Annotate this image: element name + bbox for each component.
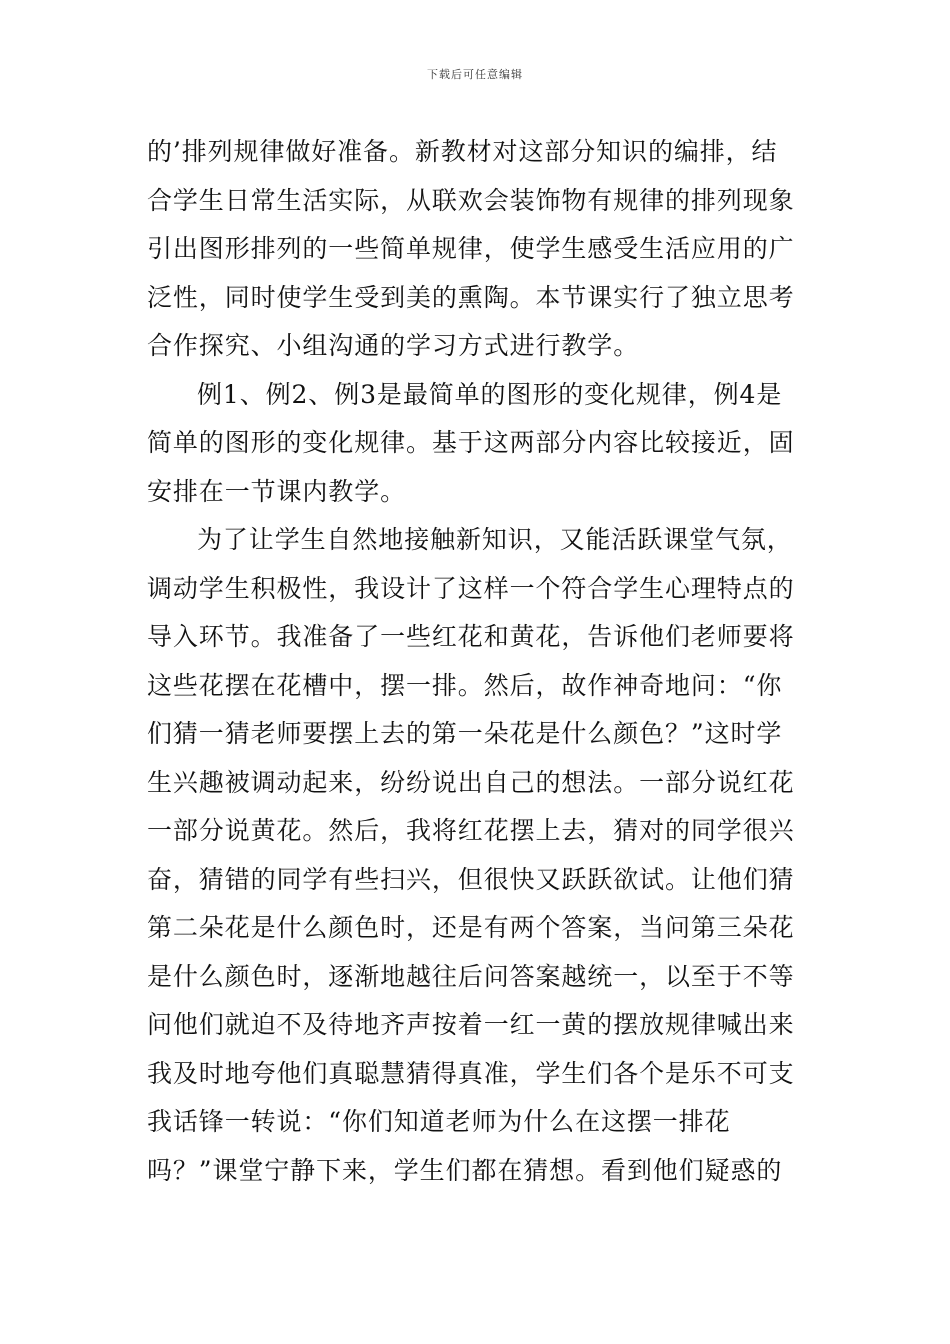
text-line-indented: 为了让学生自然地接触新知识，又能活跃课堂气氛， (197, 525, 793, 554)
text-line: 吗？”课堂宁静下来，学生们都在猜想。看到他们疑惑的 (147, 1155, 783, 1185)
paragraph-3 (147, 516, 807, 1195)
text-line: 调动学生积极性，我设计了这样一个符合学生心理特点的 (147, 573, 795, 603)
text-line: 这些花摆在花槽中，摆一排。然后，故作神奇地问：“你 (147, 670, 783, 700)
document-body (147, 128, 807, 1195)
text-line-indented: 例1、例2、例3是最简单的图形的变化规律，例4是 (197, 379, 783, 409)
text-line: 我及时地夸他们真聪慧猜得真准，学生们各个是乐不可支 (147, 1058, 795, 1088)
text-line: 的’排列规律做好准备。新教材对这部分知识的编排，结 (147, 137, 778, 166)
paragraph-2 (147, 371, 807, 517)
text-line: 导入环节。我准备了一些红花和黄花，告诉他们老师要将 (147, 622, 795, 651)
text-line: 问他们就迫不及待地齐声按着一红一黄的摆放规律喊出来 (147, 1010, 795, 1039)
text-line: 我话锋一转说：“你们知道老师为什么在这摆一排花 (147, 1107, 731, 1136)
paragraph-1 (147, 128, 807, 371)
text-line: 第二朵花是什么颜色时，还是有两个答案，当问第三朵花 (147, 913, 795, 942)
text-line: 合学生日常生活实际，从联欢会装饰物有规律的排列现象 (147, 185, 795, 215)
text-line: 安排在一节课内教学。 (147, 476, 407, 506)
text-line: 生兴趣被调动起来，纷纷说出自己的想法。一部分说红花 (147, 767, 795, 797)
page-header: 下载后可任意编辑 (427, 68, 523, 81)
text-line: 是什么颜色时，逐渐地越往后问答案越统一，以至于不等 (147, 961, 795, 991)
text-line: 一部分说黄花。然后，我将红花摆上去，猜对的同学很兴 (147, 816, 795, 845)
text-line: 引出图形排列的一些简单规律，使学生感受生活应用的广 (147, 234, 795, 263)
text-line: 奋，猜错的同学有些扫兴，但很快又跃跃欲试。让他们猜 (147, 864, 795, 894)
text-line: 泛性，同时使学生受到美的熏陶。本节课实行了独立思考 (147, 282, 795, 312)
text-line: 们猜一猜老师要摆上去的第一朵花是什么颜色？”这时学 (147, 719, 783, 748)
text-line: 合作探究、小组沟通的学习方式进行教学。 (147, 331, 640, 360)
text-line: 简单的图形的变化规律。基于这两部分内容比较接近，固 (147, 428, 795, 457)
